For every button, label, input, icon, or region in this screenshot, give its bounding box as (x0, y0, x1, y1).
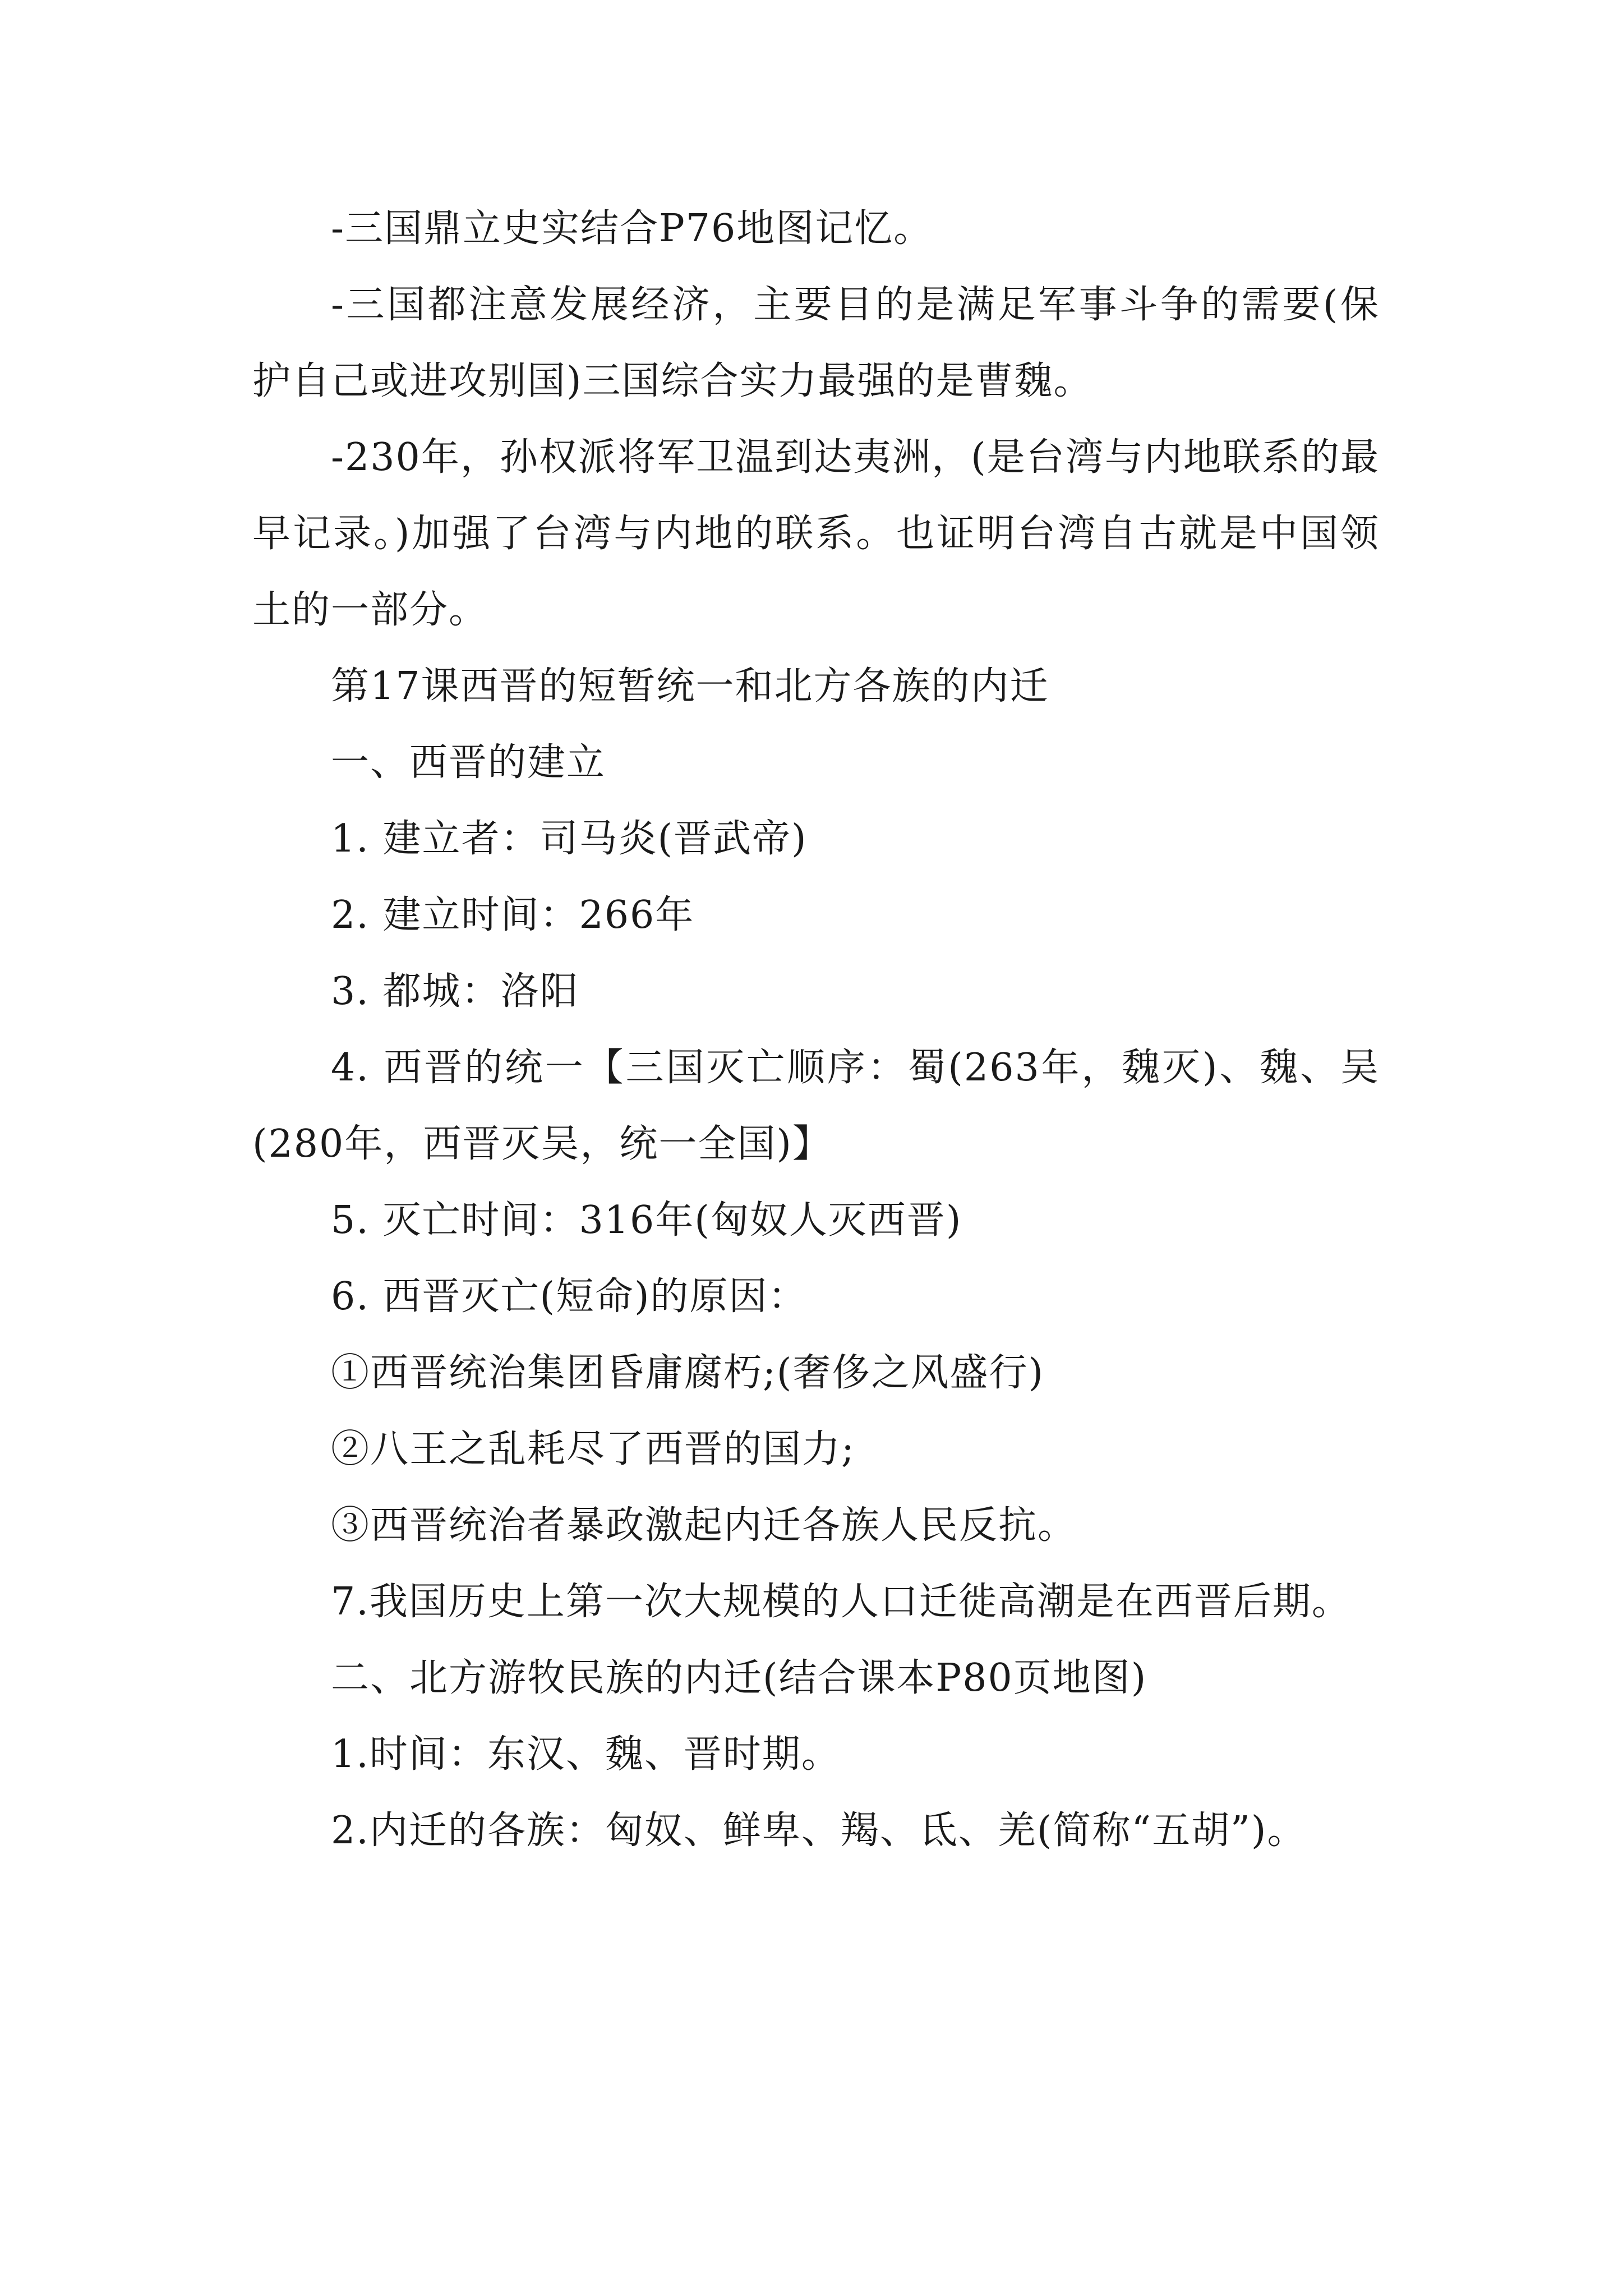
lesson-title: 第17课西晋的短暂统一和北方各族的内迁 (331, 664, 1049, 708)
document-body (252, 191, 1380, 1869)
reason-item-eight-princes: ②八王之乱耗尽了西晋的国力; (331, 1427, 855, 1471)
list-item-fall-year: 5. 灭亡时间：316年(匈奴人灭西晋) (331, 1198, 962, 1243)
list-item-fall-reasons: 6. 西晋灭亡(短命)的原因： (331, 1274, 808, 1319)
reason-item-tyranny: ③西晋统治者暴政激起内迁各族人民反抗。 (331, 1503, 1077, 1548)
section-heading-nomads: 二、北方游牧民族的内迁(结合课本P80页地图) (331, 1656, 1147, 1700)
list-item-period: 1.时间：东汉、魏、晋时期。 (331, 1732, 841, 1777)
paragraph-taiwan-yizhou: -230年，孙权派将军卫温到达夷洲，(是台湾与内地联系的最早记录。)加强了台湾与内地的联系。也证明台湾自古就是中国领土的一部分。 (252, 435, 1380, 632)
list-item-founder: 1. 建立者：司马炎(晋武帝) (331, 817, 808, 861)
list-item-founding-year: 2. 建立时间：266年 (331, 893, 695, 937)
section-heading-founding: 一、西晋的建立 (331, 740, 606, 785)
reason-item-corruption: ①西晋统治集团昏庸腐朽;(奢侈之风盛行) (331, 1351, 1044, 1395)
list-item-capital: 3. 都城：洛阳 (331, 969, 579, 1014)
list-item-unification: 4. 西晋的统一【三国灭亡顺序：蜀(263年，魏灭)、魏、吴(280年，西晋灭吴，统一全国)】 (252, 1046, 1380, 1166)
paragraph-three-kingdoms-economy: -三国都注意发展经济，主要目的是满足军事斗争的需要(保护自己或进攻别国)三国综合实力最强的是曹魏。 (252, 283, 1380, 403)
paragraph-three-kingdoms-map: -三国鼎立史实结合P76地图记忆。 (331, 206, 933, 251)
list-item-migration: 7.我国历史上第一次大规模的人口迁徙高潮是在西晋后期。 (331, 1580, 1351, 1624)
list-item-tribes: 2.内迁的各族：匈奴、鲜卑、羯、氐、羌(简称“五胡”)。 (331, 1809, 1307, 1853)
